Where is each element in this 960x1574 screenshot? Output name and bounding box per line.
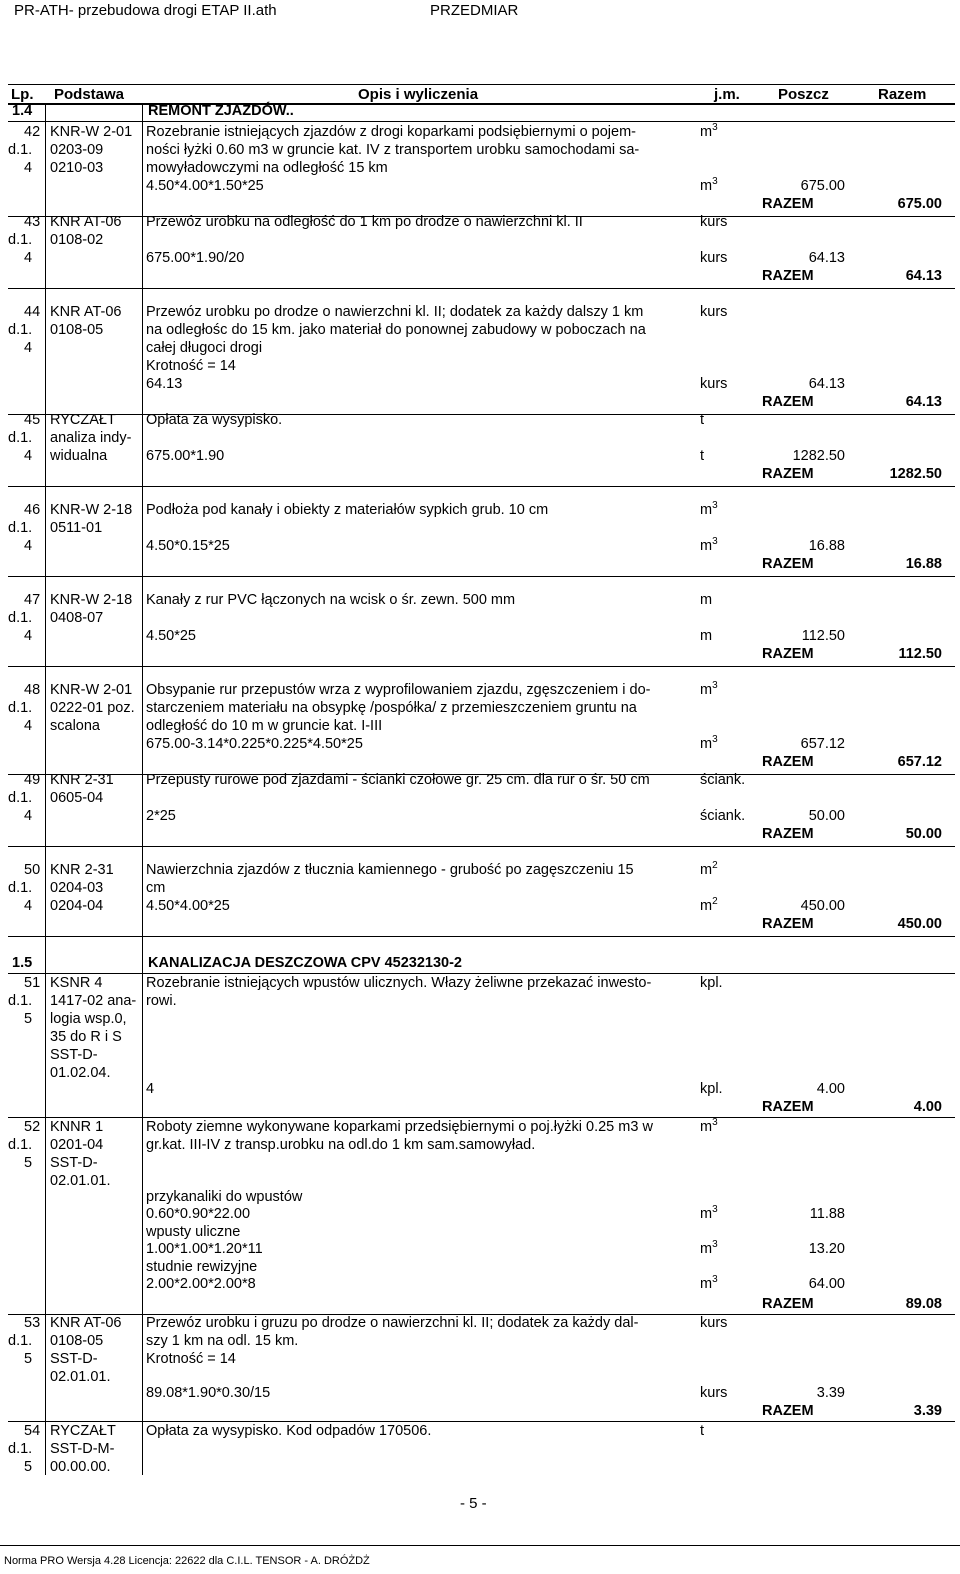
row-separator [8,936,955,937]
item-basis: KSNR 4 [50,975,103,991]
item-description: odległość do 10 m w gruncie kat. I-III [146,718,383,734]
item-basis: 0204-04 [50,898,104,914]
item-basis: logia wsp.0, [50,1011,127,1027]
item-lp: 4 [24,448,33,464]
razem-value: 89.08 [905,1296,942,1312]
item-basis: 0222-01 poz. [50,700,135,716]
item-lp: 42 [24,124,41,140]
item-basis: 0204-03 [50,880,104,896]
item-basis: 35 do R i S [50,1029,122,1045]
item-basis: SST-D- [50,1155,98,1171]
item-basis: KNR AT-06 [50,1315,122,1331]
item-basis: 0108-05 [50,1333,104,1349]
razem-label: RAZEM [762,916,814,932]
row-separator [8,486,955,487]
razem-value: 3.39 [913,1403,942,1419]
item-description: Rozebranie istniejących zjazdów z drogi koparkami podsiębiernymi o pojem- [146,124,637,140]
item-lp: d.1. [8,1441,33,1457]
razem-label: RAZEM [762,556,814,572]
calc-formula: 4.50*25 [146,628,196,644]
sub-label: przykanaliki do wpustów [146,1189,303,1205]
calc-unit: ściank. [700,808,746,824]
calc-formula: 0.60*0.90*22.00 [146,1206,251,1222]
razem-value: 64.13 [905,394,942,410]
item-basis: widualna [50,448,108,464]
item-lp: d.1. [8,1137,33,1153]
item-description: Roboty ziemne wykonywane koparkami przedsiębiernymi o poj.łyżki 0.25 m3 w [146,1119,653,1135]
calc-formula: 2.00*2.00*2.00*8 [146,1276,256,1292]
razem-label: RAZEM [762,1403,814,1419]
item-lp: 4 [24,718,33,734]
calc-unit: kpl. [700,1081,723,1097]
razem-value: 657.12 [897,754,942,770]
item-description: Przepusty rurowe pod zjazdami - ścianki czołowe gr. 25 cm. dla rur o śr. 50 cm [146,772,650,788]
col-opis: Opis i wyliczenia [358,86,479,103]
item-description: Krotność = 14 [146,358,236,374]
item-basis: KNR-W 2-18 [50,502,133,518]
item-unit: $m^3$ [700,122,718,140]
row-separator [8,973,955,974]
item-basis: 01.02.04. [50,1065,111,1081]
item-lp: 52 [24,1119,41,1135]
item-description: Opłata za wysypisko. Kod odpadów 170506. [146,1423,432,1439]
item-unit: t [700,1423,705,1439]
item-lp: 46 [24,502,41,518]
section-number: 1.4 [12,103,33,119]
section-number: 1.5 [12,955,33,971]
item-description: starczeniem materiału na obsypkę /pospółka/ z przemieszczeniem gruntu na [146,700,637,716]
item-basis: KNR-W 2-01 [50,124,133,140]
razem-value: 50.00 [905,826,942,842]
item-description: na odległośc do 15 km. jako materiał do ponownej zabudowy w poboczach na [146,322,646,338]
item-basis: RYCZAŁT [50,1423,116,1439]
item-basis: 0605-04 [50,790,104,806]
razem-label: RAZEM [762,754,814,770]
item-lp: 4 [24,160,33,176]
item-basis: 02.01.01. [50,1369,111,1385]
item-basis: 0511-01 [50,520,103,536]
item-basis: 0201-04 [50,1137,104,1153]
item-basis: analiza indy- [50,430,132,446]
item-description: cm [146,880,166,896]
item-lp: 43 [24,214,41,230]
razem-label: RAZEM [762,394,814,410]
item-description: rowi. [146,993,177,1009]
section-title: REMONT ZJAZDÓW.. [148,103,294,119]
footer-divider [0,1545,960,1546]
table-header [8,84,955,105]
razem-label: RAZEM [762,646,814,662]
razem-label: RAZEM [762,826,814,842]
item-lp: 5 [24,1459,33,1475]
col-razem: Razem [878,86,927,103]
row-separator [8,576,955,577]
item-description: Opłata za wysypisko. [146,412,283,428]
item-lp: d.1. [8,993,33,1009]
item-lp: 4 [24,628,33,644]
item-basis: 1417-02 ana- [50,993,137,1009]
item-lp: 44 [24,304,41,320]
calc-unit: $m^3$ [700,1239,718,1257]
row-separator [8,666,955,667]
item-lp: d.1. [8,610,33,626]
document-type: PRZEDMIAR [430,2,519,19]
item-description: Kanały z rur PVC łączonych na wcisk o śr. zewn. 500 mm [146,592,516,608]
column-divider [142,103,143,1475]
item-lp: d.1. [8,700,33,716]
item-basis: KNR AT-06 [50,304,122,320]
item-lp: 54 [24,1423,41,1439]
calc-formula: 675.00-3.14*0.225*0.225*4.50*25 [146,736,363,752]
razem-value: 64.13 [905,268,942,284]
calc-unit: m [700,628,713,644]
calc-value: 450.00 [800,898,845,914]
razem-label: RAZEM [762,1099,814,1115]
item-basis: KNR-W 2-18 [50,592,133,608]
col-poszcz: Poszcz [778,86,829,103]
calc-value: 13.20 [808,1241,845,1257]
calc-value: 112.50 [801,628,845,644]
item-description: Przewóz urobku po drodze o nawierzchni kl. II; dodatek za każdy dalszy 1 km [146,304,644,320]
col-lp: Lp. [11,86,34,103]
calc-formula: 89.08*1.90*0.30/15 [146,1385,271,1401]
calc-unit: $m^3$ [700,536,718,554]
calc-formula: 675.00*1.90/20 [146,250,245,266]
item-unit: $m^3$ [700,680,718,698]
item-unit: kpl. [700,975,723,991]
razem-label: RAZEM [762,196,814,212]
item-basis: SST-D- [50,1351,98,1367]
calc-formula: 4.50*0.15*25 [146,538,230,554]
calc-unit: $m^3$ [700,176,718,194]
calc-unit: kurs [700,376,728,392]
col-jm: j.m. [714,86,740,103]
calc-value: 64.00 [808,1276,845,1292]
item-lp: 4 [24,898,33,914]
item-lp: d.1. [8,880,33,896]
item-lp: 5 [24,1011,33,1027]
item-lp: d.1. [8,520,33,536]
item-lp: d.1. [8,430,33,446]
item-description: mowyładowczymi na odległość 15 km [146,160,388,176]
item-basis: KNR-W 2-01 [50,682,133,698]
calc-formula: 675.00*1.90 [146,448,225,464]
calc-value: 657.12 [800,736,845,752]
calc-formula: 64.13 [146,376,183,392]
item-unit: kurs [700,304,728,320]
item-description: całej długoci drogi [146,340,263,356]
calc-formula: 4.50*4.00*25 [146,898,230,914]
calc-unit: kurs [700,250,728,266]
item-lp: 4 [24,250,33,266]
item-unit: m [700,592,713,608]
razem-value: 450.00 [897,916,942,932]
item-description: Przewóz urobku i gruzu po drodze o nawierzchni kl. II; dodatek za każdy dal- [146,1315,639,1331]
calc-unit: $m^3$ [700,734,718,752]
calc-value: 4.00 [816,1081,845,1097]
item-lp: d.1. [8,232,33,248]
item-lp: 45 [24,412,41,428]
calc-value: 50.00 [808,808,845,824]
item-basis: SST-D-M- [50,1441,115,1457]
document-header [0,2,960,24]
razem-label: RAZEM [762,268,814,284]
item-basis: 02.01.01. [50,1173,111,1189]
item-description: Krotność = 14 [146,1351,236,1367]
item-lp: d.1. [8,142,33,158]
item-lp: d.1. [8,790,33,806]
item-basis: scalona [50,718,100,734]
calc-value: 64.13 [808,376,845,392]
item-description: Przewóz urobku na odległość do 1 km po drodze o nawierzchni kl. II [146,214,583,230]
item-description: Nawierzchnia zjazdów z tłucznia kamiennego - grubość po zagęszczeniu 15 [146,862,634,878]
row-separator [8,288,955,289]
item-basis: 0203-09 [50,142,104,158]
item-lp: d.1. [8,322,33,338]
page-footer [0,1545,960,1573]
calc-unit: $m^3$ [700,1274,718,1292]
item-unit: $m^3$ [700,1117,718,1135]
item-unit: t [700,412,705,428]
calc-value: 3.39 [816,1385,845,1401]
file-name: PR-ATH- przebudowa drogi ETAP II.ath [14,2,277,19]
item-lp: 50 [24,862,41,878]
item-unit: kurs [700,214,728,230]
calc-unit: t [700,448,705,464]
footer-text: Norma PRO Wersja 4.28 Licencja: 22622 dla C.I.L. TENSOR - A. DRÓŻDŻ [4,1555,370,1567]
item-basis: KNR 2-31 [50,862,114,878]
razem-label: RAZEM [762,466,814,482]
calc-value: 675.00 [800,178,845,194]
item-unit: ściank. [700,772,746,788]
item-basis: 00.00.00. [50,1459,111,1475]
item-lp: 48 [24,682,41,698]
item-basis: RYCZAŁT [50,412,116,428]
item-lp: 51 [24,975,41,991]
calc-value: 64.13 [808,250,845,266]
item-lp: 5 [24,1155,33,1171]
item-unit: kurs [700,1315,728,1331]
row-separator [8,846,955,847]
item-basis: KNNR 1 [50,1119,104,1135]
item-unit: $m^2$ [700,860,718,878]
page-number: - 5 - [460,1495,487,1512]
item-basis: KNR AT-06 [50,214,122,230]
item-lp: 49 [24,772,41,788]
item-basis: SST-D- [50,1047,98,1063]
razem-value: 16.88 [905,556,942,572]
calc-formula: 2*25 [146,808,176,824]
item-lp: 5 [24,1351,33,1367]
item-lp: 53 [24,1315,41,1331]
razem-value: 1282.50 [889,466,942,482]
calc-formula: 4 [146,1081,155,1097]
item-description: Obsypanie rur przepustów wrza z wyprofilowaniem zjazdu, zgęszczeniem i do- [146,682,651,698]
razem-value: 4.00 [913,1099,942,1115]
razem-value: 112.50 [898,646,942,662]
razem-label: RAZEM [762,1296,814,1312]
item-basis: 0210-03 [50,160,104,176]
item-lp: 4 [24,340,33,356]
item-lp: d.1. [8,1333,33,1349]
calc-value: 16.88 [808,538,845,554]
sub-label: wpusty uliczne [146,1224,241,1240]
item-description: ności łyżki 0.60 m3 w gruncie kat. IV z transportem urobku samochodami sa- [146,142,640,158]
row-separator [8,1117,955,1118]
item-basis: 0108-02 [50,232,104,248]
calc-value: 1282.50 [792,448,845,464]
item-lp: 4 [24,808,33,824]
item-description: Rozebranie istniejących wpustów ulicznych. Włazy żeliwne przekazać inwesto- [146,975,652,991]
row-separator [8,1421,955,1422]
item-basis: 0108-05 [50,322,104,338]
calc-formula: 4.50*4.00*1.50*25 [146,178,264,194]
row-separator [8,121,955,122]
col-podstawa: Podstawa [54,86,125,103]
calc-unit: $m^3$ [700,1204,718,1222]
item-basis: KNR 2-31 [50,772,114,788]
column-divider [45,103,46,1475]
section-title: KANALIZACJA DESZCZOWA CPV 45232130-2 [148,955,462,971]
item-lp: 4 [24,538,33,554]
calc-unit: $m^2$ [700,896,718,914]
calc-formula: 1.00*1.00*1.20*11 [146,1241,263,1257]
item-lp: 47 [24,592,41,608]
calc-unit: kurs [700,1385,728,1401]
item-description: Podłoża pod kanały i obiekty z materiałów sypkich grub. 10 cm [146,502,549,518]
item-description: gr.kat. III-IV z transp.urobku na odl.do 1 km sam.samowyład. [146,1137,536,1153]
item-description: szy 1 km na odl. 15 km. [146,1333,299,1349]
sub-label: studnie rewizyjne [146,1259,258,1275]
razem-value: 675.00 [897,196,942,212]
item-basis: 0408-07 [50,610,104,626]
calc-value: 11.88 [809,1206,845,1222]
item-unit: $m^3$ [700,500,718,518]
